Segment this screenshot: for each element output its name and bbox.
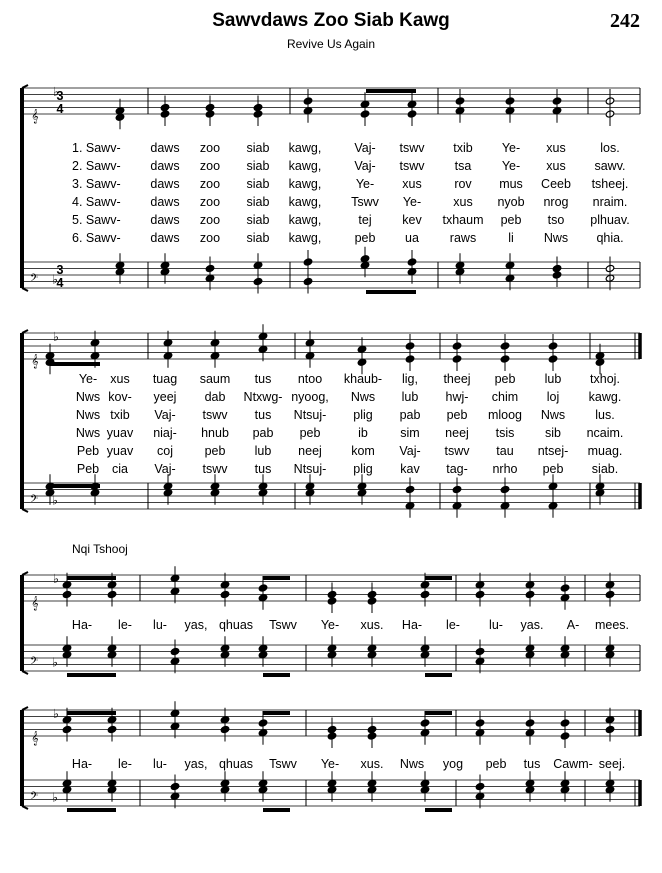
time-signature-bottom: 4 <box>56 276 64 290</box>
lyric-syllable: dab <box>204 390 226 404</box>
beam <box>67 576 116 580</box>
time-signature-top: 3 <box>56 263 64 277</box>
flat-key-signature-icon: ♭ <box>52 790 58 805</box>
lyric-syllable: seej. <box>598 757 626 771</box>
hymn-title: Sawvdaws Zoo Siab Kawg <box>212 10 450 31</box>
lyric-syllable: lig, <box>402 372 418 386</box>
flat-key-signature-icon: ♭ <box>52 272 58 287</box>
lyric-syllable: Ye- <box>501 141 521 155</box>
time-signature-bottom: 4 <box>56 102 64 116</box>
lyric-syllable: yas, <box>184 618 208 632</box>
lyric-syllable: daws <box>150 141 180 155</box>
lyric-syllable: nraim. <box>592 195 628 209</box>
lyric-syllable: xus. <box>360 757 384 771</box>
lyric-syllable: Ye- <box>320 618 340 632</box>
lyric-syllable: Ntxwg- <box>243 390 283 404</box>
lyric-syllable: lu- <box>153 618 167 632</box>
lyric-syllable: Nws <box>75 426 101 440</box>
lyric-syllable: peb <box>446 408 468 422</box>
lyric-syllable: sawv. <box>594 159 626 173</box>
lyric-syllable: Ha- <box>71 618 93 632</box>
lyric-syllable: le- <box>446 618 460 632</box>
lyric-syllable: sib <box>545 426 561 440</box>
lyric-syllable: pab <box>252 426 274 440</box>
beam <box>67 808 116 812</box>
lyric-syllable: plig <box>353 462 373 476</box>
lyric-syllable: Ceeb <box>541 177 571 191</box>
treble-clef-icon: 𝄞 <box>31 731 39 745</box>
lyric-syllable: Ha- <box>401 618 423 632</box>
lyric-syllable: pab <box>399 408 421 422</box>
lyric-syllable: hwj- <box>445 390 469 404</box>
system-bracket <box>22 85 28 88</box>
time-signature-top: 3 <box>56 89 64 103</box>
lyric-syllable: peb <box>204 444 226 458</box>
lyric-syllable: le- <box>118 757 132 771</box>
hymn-subtitle: Revive Us Again <box>286 37 376 51</box>
system-bracket <box>22 288 28 291</box>
lyric-syllable: yeej <box>153 390 177 404</box>
lyric-syllable: niaj- <box>153 426 177 440</box>
lyric-syllable: xus <box>546 141 566 155</box>
lyric-syllable: daws <box>150 177 180 191</box>
lyric-syllable: kom <box>351 444 375 458</box>
lyric-syllable: peb <box>485 757 507 771</box>
lyric-syllable: sim <box>400 426 420 440</box>
beam <box>263 576 290 580</box>
lyric-syllable: tsa <box>454 159 472 173</box>
lyric-syllable: peb <box>299 426 321 440</box>
flat-key-signature-icon: ♭ <box>53 571 59 586</box>
lyric-syllable: siab <box>246 231 270 245</box>
flat-key-signature-icon: ♭ <box>52 655 58 670</box>
lyric-syllable: kawg, <box>288 195 322 209</box>
lyric-syllable: ncaim. <box>586 426 624 440</box>
system-bracket <box>22 330 28 333</box>
lyric-syllable: kawg, <box>288 141 322 155</box>
lyric-syllable: saum <box>199 372 231 386</box>
lyric-syllable: siab <box>246 159 270 173</box>
lyric-syllable: nrho <box>492 462 518 476</box>
beam <box>425 711 452 715</box>
lyric-syllable: tsheej. <box>591 177 629 191</box>
bass-clef-icon: 𝄢 <box>29 789 39 804</box>
lyric-syllable: neej <box>298 444 322 458</box>
lyric-syllable: zoo <box>199 231 221 245</box>
lyric-syllable: hnub <box>201 426 229 440</box>
lyric-syllable: kawg, <box>288 231 322 245</box>
hymn-number: 242 <box>610 10 640 32</box>
lyric-syllable: txhaum <box>442 213 484 227</box>
system-bracket <box>22 572 28 575</box>
lyric-syllable: Vaj- <box>399 444 421 458</box>
lyric-syllable: txib <box>453 141 473 155</box>
lyric-syllable: tso <box>547 213 565 227</box>
beam <box>263 673 290 677</box>
lyric-syllable: yas, <box>184 757 208 771</box>
lyric-syllable: mus <box>499 177 523 191</box>
lyric-syllable: neej <box>445 426 469 440</box>
lyric-syllable: lu- <box>489 618 503 632</box>
lyric-syllable: Tswv <box>269 618 297 632</box>
lyric-syllable: lus. <box>595 408 615 422</box>
lyric-syllable: xus <box>110 372 130 386</box>
lyric-syllable: xus. <box>360 618 384 632</box>
treble-clef-icon: 𝄞 <box>31 596 39 610</box>
lyric-syllable: kawg. <box>588 390 622 404</box>
lyric-syllable: Nws <box>75 408 101 422</box>
lyric-syllable: cia <box>112 462 128 476</box>
treble-clef-icon: 𝄞 <box>31 354 39 368</box>
lyric-syllable: tswv <box>399 159 425 173</box>
lyric-syllable: ib <box>358 426 368 440</box>
lyric-syllable: 4. Sawv- <box>72 195 121 209</box>
lyric-syllable: kawg, <box>288 159 322 173</box>
lyric-syllable: lub <box>401 390 419 404</box>
lyric-syllable: Ha- <box>71 757 93 771</box>
beam <box>50 362 100 366</box>
lyric-syllable: qhuas <box>218 618 254 632</box>
lyric-syllable: zoo <box>199 141 221 155</box>
lyric-syllable: 1. Sawv- <box>72 141 121 155</box>
lyric-syllable: Vaj- <box>154 408 176 422</box>
treble-clef-icon: 𝄞 <box>31 109 39 123</box>
lyric-syllable: yuav <box>106 444 134 458</box>
lyric-syllable: peb <box>494 372 516 386</box>
lyric-syllable: nrog <box>543 195 569 209</box>
lyric-syllable: txhoj. <box>590 372 620 386</box>
lyric-syllable: siab <box>246 177 270 191</box>
lyric-syllable: tus <box>523 757 541 771</box>
lyric-syllable: daws <box>150 195 180 209</box>
lyric-syllable: zoo <box>199 195 221 209</box>
lyric-syllable: txib <box>110 408 130 422</box>
lyric-syllable: Ye- <box>501 159 521 173</box>
lyric-syllable: raws <box>449 231 477 245</box>
lyric-syllable: 5. Sawv- <box>72 213 121 227</box>
system-bracket <box>22 671 28 674</box>
beam <box>67 711 116 715</box>
flat-key-signature-icon: ♭ <box>53 84 59 99</box>
lyric-syllable: kev <box>402 213 422 227</box>
lyric-syllable: Ntsuj- <box>293 462 327 476</box>
lyric-syllable: tus <box>254 372 272 386</box>
lyric-syllable: ua <box>405 231 419 245</box>
lyric-syllable: khaub- <box>343 372 383 386</box>
lyric-syllable: xus <box>453 195 473 209</box>
lyric-syllable: tej <box>358 213 372 227</box>
lyric-syllable: Ye- <box>402 195 422 209</box>
lyric-syllable: Nws <box>75 390 101 404</box>
lyric-syllable: xus <box>402 177 422 191</box>
lyric-syllable: kov- <box>108 390 132 404</box>
lyric-syllable: chim <box>491 390 519 404</box>
lyric-syllable: rov <box>454 177 472 191</box>
lyric-syllable: yuav <box>106 426 134 440</box>
lyric-syllable: Nws <box>543 231 569 245</box>
lyric-syllable: tus <box>254 462 272 476</box>
lyric-syllable: tsis <box>495 426 515 440</box>
lyric-syllable: kawg, <box>288 177 322 191</box>
beam <box>425 673 452 677</box>
lyric-syllable: lub <box>544 372 562 386</box>
lyric-syllable: theej <box>443 372 471 386</box>
beam <box>67 673 116 677</box>
lyric-syllable: Nws <box>350 390 376 404</box>
lyric-syllable: siab <box>246 141 270 155</box>
lyric-syllable: Peb <box>76 462 100 476</box>
lyric-syllable: zoo <box>199 177 221 191</box>
lyric-syllable: Vaj- <box>154 462 176 476</box>
lyric-syllable: Cawm- <box>553 757 593 771</box>
lyric-syllable: daws <box>150 213 180 227</box>
lyric-syllable: xus <box>546 159 566 173</box>
beam <box>263 711 290 715</box>
lyric-syllable: tuag <box>152 372 178 386</box>
lyric-syllable: Vaj- <box>354 159 376 173</box>
system-bracket <box>22 707 28 710</box>
lyric-syllable: qhuas <box>218 757 254 771</box>
bass-clef-icon: 𝄢 <box>29 271 39 286</box>
lyric-syllable: peb <box>500 213 522 227</box>
lyric-syllable: siab <box>246 195 270 209</box>
lyric-syllable: muag. <box>587 444 623 458</box>
lyric-syllable: kawg, <box>288 213 322 227</box>
lyric-syllable: plig <box>353 408 373 422</box>
refrain-label: Nqi Tshooj <box>72 542 128 556</box>
lyric-syllable: ntoo <box>297 372 323 386</box>
lyric-syllable: yog <box>442 757 464 771</box>
lyric-syllable: Tswv <box>269 757 297 771</box>
flat-key-signature-icon: ♭ <box>53 329 59 344</box>
lyric-syllable: siab. <box>591 462 619 476</box>
lyric-syllable: tus <box>254 408 272 422</box>
system-bracket <box>22 806 28 809</box>
lyric-syllable: siab <box>246 213 270 227</box>
lyric-syllable: li <box>508 231 514 245</box>
lyric-syllable: zoo <box>199 159 221 173</box>
lyric-syllable: Nws <box>399 757 425 771</box>
lyric-syllable: lub <box>254 444 272 458</box>
lyric-syllable: zoo <box>199 213 221 227</box>
system-bracket <box>22 509 28 512</box>
lyric-syllable: yas. <box>520 618 544 632</box>
lyric-syllable: 3. Sawv- <box>72 177 121 191</box>
flat-key-signature-icon: ♭ <box>53 706 59 721</box>
lyric-syllable: Ye- <box>355 177 375 191</box>
lyric-syllable: daws <box>150 231 180 245</box>
flat-key-signature-icon: ♭ <box>52 493 58 508</box>
lyric-syllable: 2. Sawv- <box>72 159 121 173</box>
lyric-syllable: tswv <box>444 444 470 458</box>
lyric-syllable: mees. <box>594 618 630 632</box>
lyric-syllable: Ntsuj- <box>293 408 327 422</box>
lyric-syllable: nyoog, <box>291 390 329 404</box>
lyric-syllable: Peb <box>76 444 100 458</box>
lyric-syllable: coj <box>157 444 173 458</box>
lyric-syllable: daws <box>150 159 180 173</box>
lyric-syllable: tswv <box>202 408 228 422</box>
lyric-syllable: 6. Sawv- <box>72 231 121 245</box>
lyric-syllable: peb <box>542 462 564 476</box>
beam <box>425 576 452 580</box>
beam <box>263 808 290 812</box>
lyric-syllable: plhuav. <box>590 213 630 227</box>
lyric-syllable: tswv <box>399 141 425 155</box>
lyric-syllable: los. <box>600 141 620 155</box>
lyric-syllable: ntsej- <box>537 444 569 458</box>
lyric-syllable: mloog <box>487 408 523 422</box>
lyric-syllable: le- <box>118 618 132 632</box>
beam <box>425 808 452 812</box>
lyric-syllable: Vaj- <box>354 141 376 155</box>
beam <box>366 89 416 93</box>
bass-clef-icon: 𝄢 <box>29 654 39 669</box>
lyric-syllable: tau <box>496 444 514 458</box>
beam <box>50 484 100 488</box>
lyric-syllable: nyob <box>497 195 525 209</box>
lyric-syllable: tag- <box>446 462 468 476</box>
bass-clef-icon: 𝄢 <box>29 492 39 507</box>
beam <box>366 290 416 294</box>
lyric-syllable: peb <box>354 231 376 245</box>
lyric-syllable: Ye- <box>78 372 98 386</box>
lyric-syllable: loj <box>546 390 560 404</box>
lyric-syllable: Tswv <box>351 195 379 209</box>
lyric-syllable: qhia. <box>596 231 624 245</box>
lyric-syllable: tswv <box>202 462 228 476</box>
lyric-syllable: kav <box>400 462 420 476</box>
lyric-syllable: A- <box>566 618 580 632</box>
lyric-syllable: Nws <box>540 408 566 422</box>
lyric-syllable: lu- <box>153 757 167 771</box>
lyric-syllable: Ye- <box>320 757 340 771</box>
